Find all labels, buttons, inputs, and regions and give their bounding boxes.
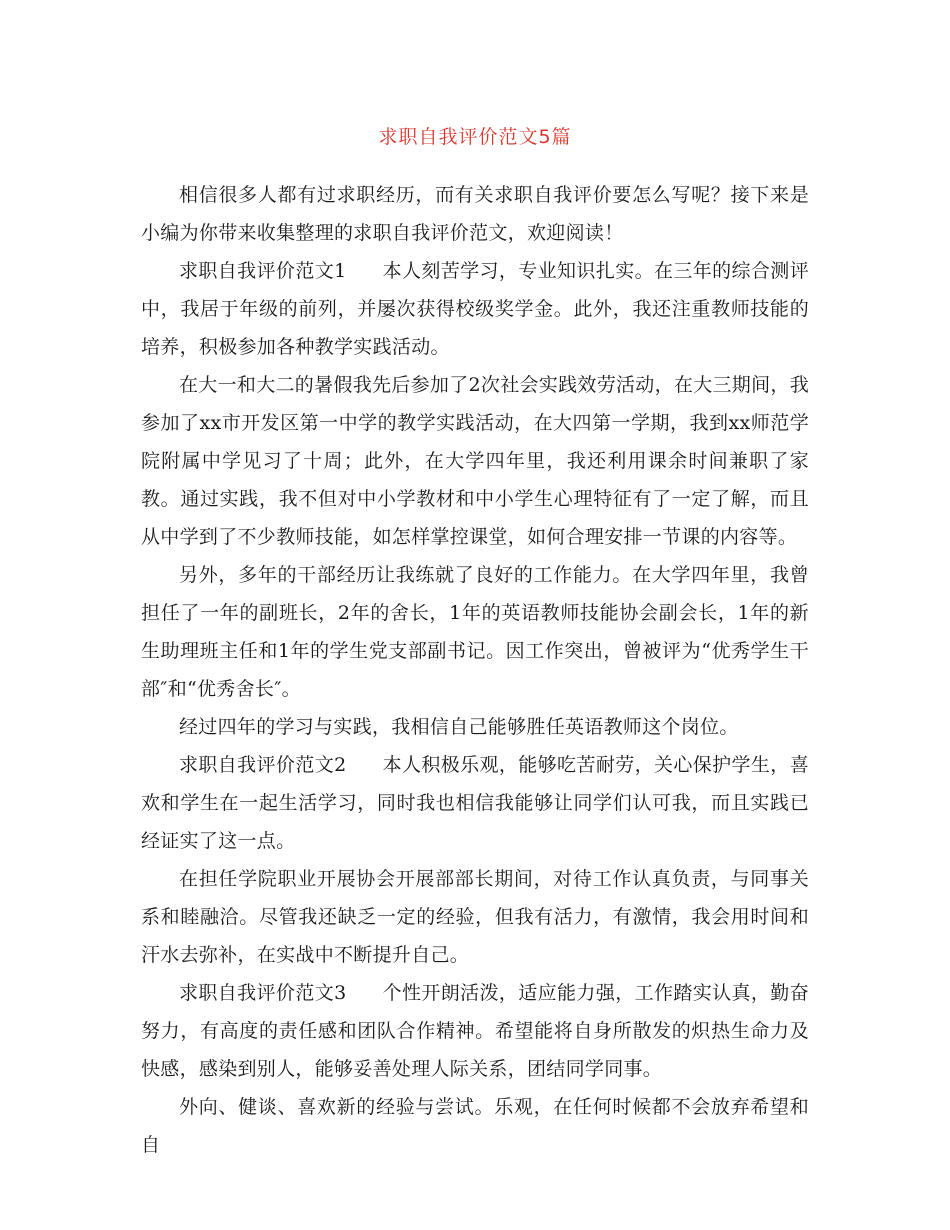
sample1-paragraph: 经过四年的学习与实践，我相信自己能够胜任英语教师这个岗位。 (179, 716, 739, 738)
sample1-paragraph: 另外，多年的干部经历让我练就了良好的工作能力。在大学四年里，我曾担任了一年的副班长，2年的舍长，1年的英语教师技能协会副会长，1年的新生助理班主任和1年的学生党支部副书记。因工作突出，曾被评为“优秀学生干部″和“优秀舍长″。 (141, 564, 809, 700)
sample3-first-paragraph (141, 974, 809, 1088)
sample3-paragraph-text: 个性开朗活泼，适应能力强，工作踏实认真，勤奋努力，有高度的责任感和团队合作精神。希望能将自身所散发的炽热生命力及快感，感染到别人，能够妥善处理人际关系，团结同学同事。 (141, 982, 809, 1080)
sample1-paragraph: 在大一和大二的暑假我先后参加了2次社会实践效劳活动，在大三期间，我参加了xx市开发区第一中学的教学实践活动，在大四第一学期，我到xx师范学院附属中学见习了十周；此外，在大学四年里，我还利用课余时间兼职了家教。通过实践，我不但对中小学教材和中小学生心理特征有了一定了解，而且从中学到了不少教师技能，如怎样掌控课堂，如何合理安排一节课的内容等。 (141, 374, 809, 548)
sample2-first-paragraph (141, 746, 809, 860)
sample3-paragraph: 外向、健谈、喜欢新的经验与尝试。乐观，在任何时候都不会放弃希望和自 (141, 1096, 809, 1156)
sample1-paragraph-text: 本人刻苦学习，专业知识扎实。在三年的综合测评中，我居于年级的前列，并屡次获得校级奖学金。此外，我还注重教师技能的培养，积极参加各种教学实践活动。 (141, 260, 809, 358)
sample2-paragraph-text: 本人积极乐观，能够吃苦耐劳，关心保护学生，喜欢和学生在一起生活学习，同时我也相信我能够让同学们认可我，而且实践已经证实了这一点。 (141, 754, 809, 852)
intro-paragraph: 相信很多人都有过求职经历，而有关求职自我评价要怎么写呢？接下来是小编为你带来收集整理的求职自我评价范文，欢迎阅读！ (141, 184, 809, 244)
sample3-heading: 求职自我评价范文3 (179, 982, 347, 1004)
page-title: 求职自我评价范文5篇 (378, 126, 572, 148)
sample1-first-paragraph (141, 252, 809, 366)
sample2-paragraph: 在担任学院职业开展协会开展部部长期间，对待工作认真负责，与同事关系和睦融洽。尽管我还缺乏一定的经验，但我有活力，有激情，我会用时间和汗水去弥补，在实战中不断提升自己。 (141, 868, 809, 966)
sample2-heading: 求职自我评价范文2 (179, 754, 347, 776)
document-body (141, 176, 809, 1164)
sample1-heading: 求职自我评价范文1 (179, 260, 347, 282)
